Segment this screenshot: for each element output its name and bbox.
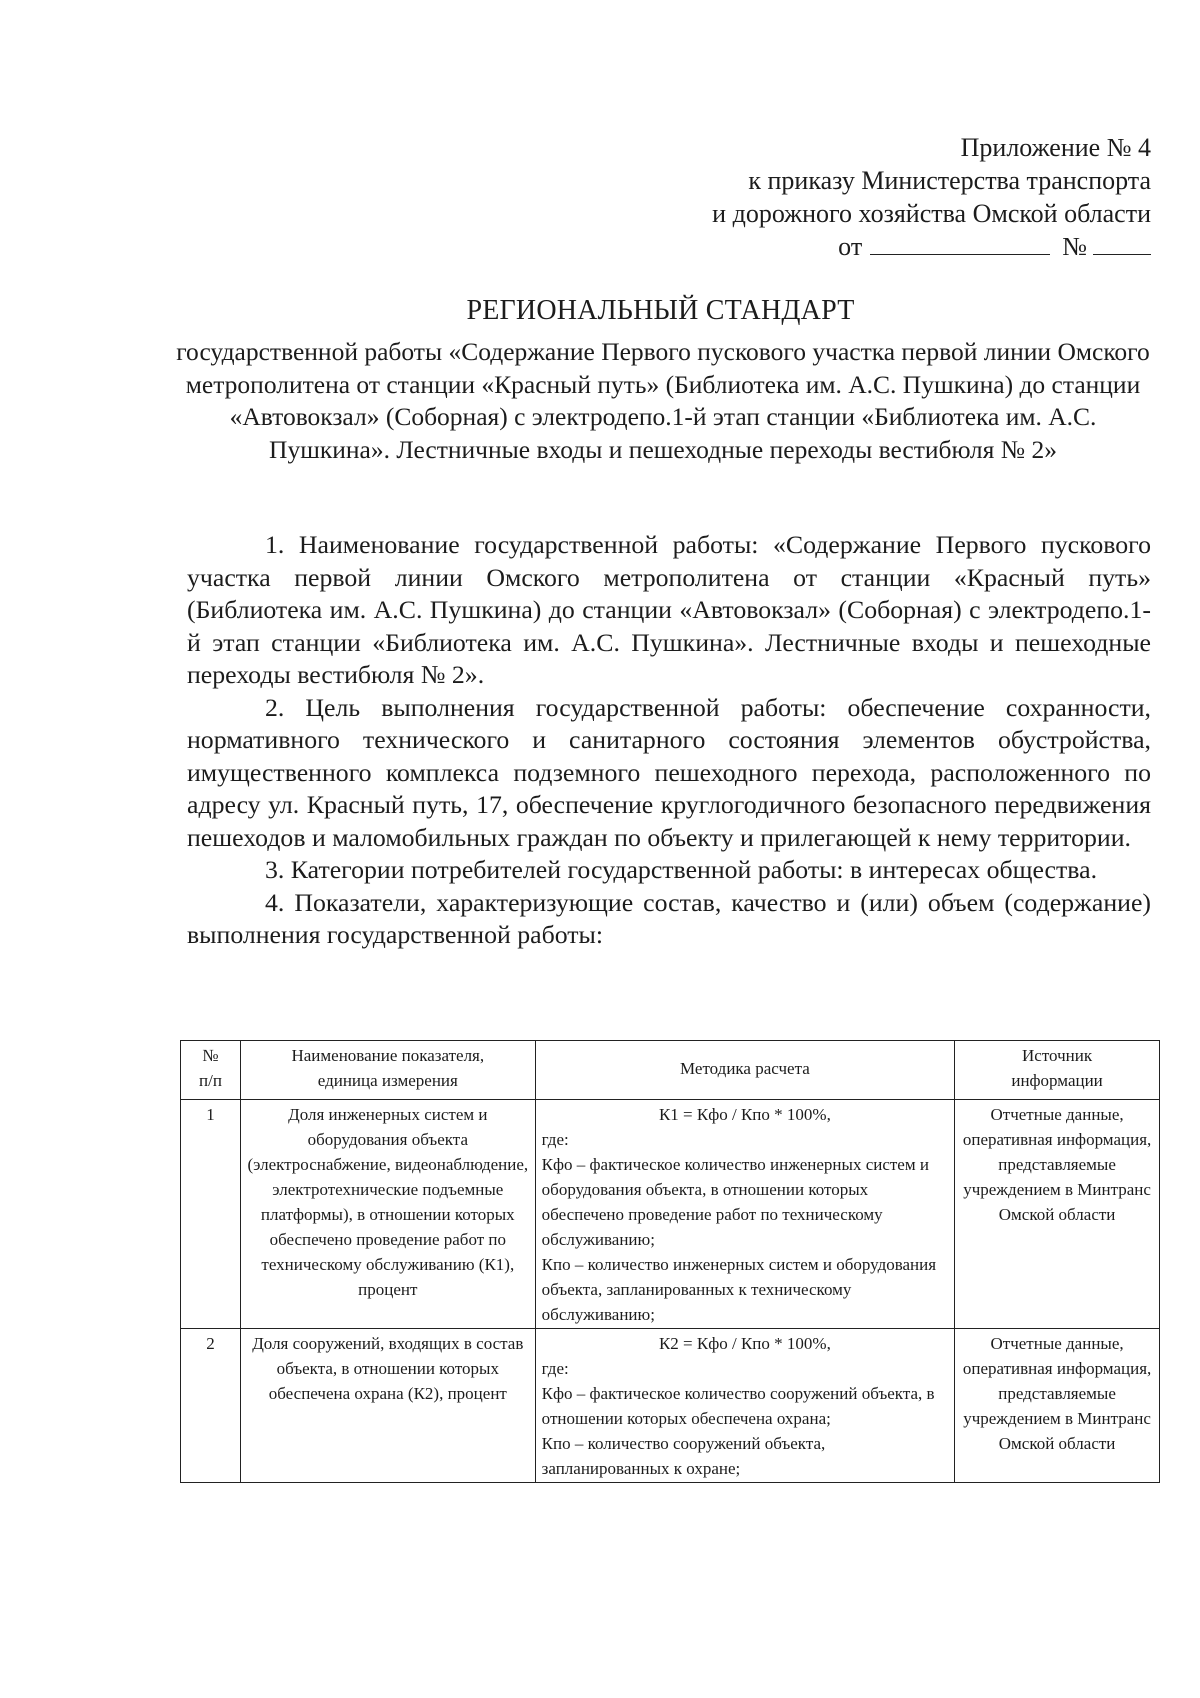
indicator-name: Доля инженерных систем и оборудования объекта (электроснабжение, видеонаблюдение, электротехнические подъемные платформы), в отношении которых обеспечено проведение работ по техническому обслуживанию (К1), процент [240,1100,535,1329]
formula-where: где: [541,1359,569,1378]
document-body [187,529,1151,952]
paragraph-4: 4. Показатели, характеризующие состав, качество и (или) объем (содержание) выполнения государственной работы: [187,887,1151,949]
calculation-method [535,1100,954,1329]
paragraph-2: 2. Цель выполнения государственной работы: обеспечение сохранности, нормативного технического и санитарного состояния элементов обустройства, имущественного комплекса подземного пешеходного перехода, расположенного по адресу ул. Красный путь, 17, обеспечение круглогодичного безопасного передвижения пешеходов и маломобильных граждан по объекту и прилегающей к нему территории. [187,692,1151,852]
order-reference: к приказу Министерства транспорта [748,166,1151,195]
date-blank [870,230,1050,255]
header-source: Источник информации [955,1041,1160,1100]
information-source: Отчетные данные, оперативная информация, представляемые учреждением в Минтранс Омской области [955,1329,1160,1483]
row-number: 2 [181,1329,241,1483]
number-blank [1093,230,1151,255]
appendix-number: Приложение № 4 [960,133,1151,162]
table-row [181,1100,1160,1329]
formula-definition: Кфо – фактическое количество инженерных систем и оборудования объекта, в отношении которых обеспечено проведение работ по техническому обслуживанию; [541,1155,929,1249]
paragraph-1: 1. Наименование государственной работы: «Содержание Первого пускового участка первой линии Омского метрополитена от станции «Красный путь» (Библиотека им. А.С. Пушкина) до станции «Автовокзал» (Соборная) с электродепо.1-й этап станции «Библиотека им. А.С. Пушкина». Лестничные входы и пешеходные переходы вестибюля № 2». [187,530,1151,689]
ministry-name: и дорожного хозяйства Омской области [712,199,1151,228]
header-method: Методика расчета [535,1041,954,1100]
formula-where: где: [541,1130,569,1149]
formula-definition: Кфо – фактическое количество сооружений объекта, в отношении которых обеспечена охрана; [541,1384,935,1428]
order-date-number [591,230,1151,263]
information-source: Отчетные данные, оперативная информация, представляемые учреждением в Минтранс Омской области [955,1100,1160,1329]
paragraph-3: 3. Категории потребителей государственной работы: в интересах общества. [265,855,1098,884]
indicator-name: Доля сооружений, входящих в состав объекта, в отношении которых обеспечена охрана (К2), процент [240,1329,535,1483]
formula-definition: Кпо – количество инженерных систем и оборудования объекта, запланированных к техническому обслуживанию; [541,1255,937,1324]
header-num: № п/п [181,1041,241,1100]
formula: К2 = Кфо / Кпо * 100%, [658,1334,831,1353]
table-header-row [181,1041,1160,1100]
row-number: 1 [181,1100,241,1329]
indicators-table [180,1040,1160,1483]
formula: К1 = Кфо / Кпо * 100%, [658,1105,831,1124]
document-title: РЕГИОНАЛЬНЫЙ СТАНДАРТ [466,295,855,326]
from-label: от [838,232,863,261]
formula-definition: Кпо – количество сооружений объекта, запланированных к охране; [541,1434,826,1478]
document-subtitle: государственной работы «Содержание Первого пускового участка первой линии Омского метрополитена от станции «Красный путь» (Библиотека им. А.С. Пушкина) до станции «Автовокзал» (Соборная) с электродепо.1-й этап станции «Библиотека им. А.С. Пушкина». Лестничные входы и пешеходные переходы вестибюля № 2» [176,337,1150,464]
table-row [181,1329,1160,1483]
header-indicator-name: Наименование показателя, единица измерения [240,1041,535,1100]
appendix-header [591,131,1151,263]
number-label: № [1062,232,1087,261]
calculation-method [535,1329,954,1483]
